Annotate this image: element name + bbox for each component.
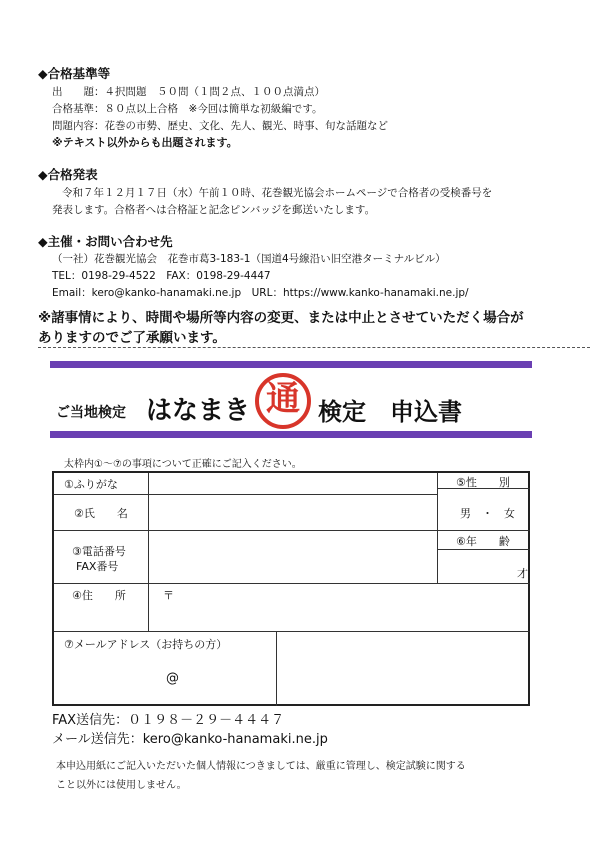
age-label: ⑥年 齢 (456, 535, 510, 548)
gender-label: ⑤性 別 (456, 476, 510, 489)
criteria-line: 合格基準：８０点以上合格 ※今回は簡単な初級編です。 (52, 103, 323, 115)
address-label: ④住 所 (72, 589, 126, 602)
stamp-text: 通 (266, 379, 300, 419)
postal-mark: 〒 (163, 589, 174, 602)
mail-destination: メール送信先：kero@kanko-hanamaki.ne.jp (52, 732, 328, 747)
address-field[interactable] (149, 584, 529, 630)
criteria-heading: ◆合格基準等 (38, 66, 111, 81)
name-label: ②氏 名 (74, 507, 128, 520)
email-field[interactable] (278, 632, 528, 705)
contact-line: （一社）花巻観光協会 花巻市葛3-183-1（国道4号線沿い旧空港ターミナルビル） (52, 253, 446, 265)
contact-tel: TEL：0198-29-4522 FAX：0198-29-4447 (52, 270, 271, 282)
application-form (52, 471, 530, 706)
notice-line: ※諸事情により、時間や場所等内容の変更、または中止とさせていただく場合が (38, 310, 524, 326)
title-main: はなまき (146, 396, 251, 426)
phone-label: ③電話番号 (72, 545, 126, 558)
title-bar-bottom (50, 431, 532, 438)
title-suffix: 検定 申込書 (318, 398, 462, 426)
announcement-line: 令和７年１２月１７日（水）午前１０時、花巻観光協会ホームページで合格者の受検番号を (62, 187, 493, 199)
furigana-label: ①ふりがな (64, 478, 118, 491)
criteria-line: 問題内容：花巻の市勢、歴史、文化、先人、観光、時事、旬な話題など (52, 120, 388, 132)
cut-line (38, 347, 590, 348)
privacy-line: こと以外には使用しません。 (56, 780, 187, 791)
title-prefix: ご当地検定 (56, 405, 126, 421)
at-mark: @ (166, 671, 179, 686)
stamp-icon (254, 372, 312, 430)
gender-options[interactable]: 男 ・ 女 (460, 507, 515, 520)
fax-label: FAX番号 (76, 560, 119, 573)
announcement-heading: ◆合格発表 (38, 167, 98, 182)
phone-field[interactable] (149, 531, 436, 582)
email-label: ⑦メールアドレス（お持ちの方） (64, 638, 228, 651)
age-unit: 才 (517, 567, 528, 580)
furigana-field[interactable] (149, 495, 436, 529)
form-instruction: 太枠内①～⑦の事項について正確にご記入ください。 (64, 459, 302, 470)
contact-heading: ◆主催・お問い合わせ先 (38, 234, 173, 249)
notice-line: ありますのでご了承願います。 (38, 330, 226, 346)
announcement-line: 発表します。合格者へは合格証と記念ピンバッジを郵送いたします。 (52, 204, 376, 216)
title-bar-top (50, 361, 532, 368)
fax-destination: FAX送信先：０１９８－２９－４４４７ (52, 713, 285, 728)
contact-email-url: Email：kero@kanko-hanamaki.ne.jp URL：https://www.kanko-hanamaki.ne.jp/ (52, 287, 469, 299)
privacy-line: 本申込用紙にご記入いただいた個人情報につきましては、厳重に管理し、検定試験に関する (56, 761, 466, 772)
criteria-line: 出 題：４択問題 ５０問（１問２点、１００点満点） (52, 86, 325, 98)
criteria-note: ※テキスト以外からも出題されます。 (52, 136, 238, 149)
